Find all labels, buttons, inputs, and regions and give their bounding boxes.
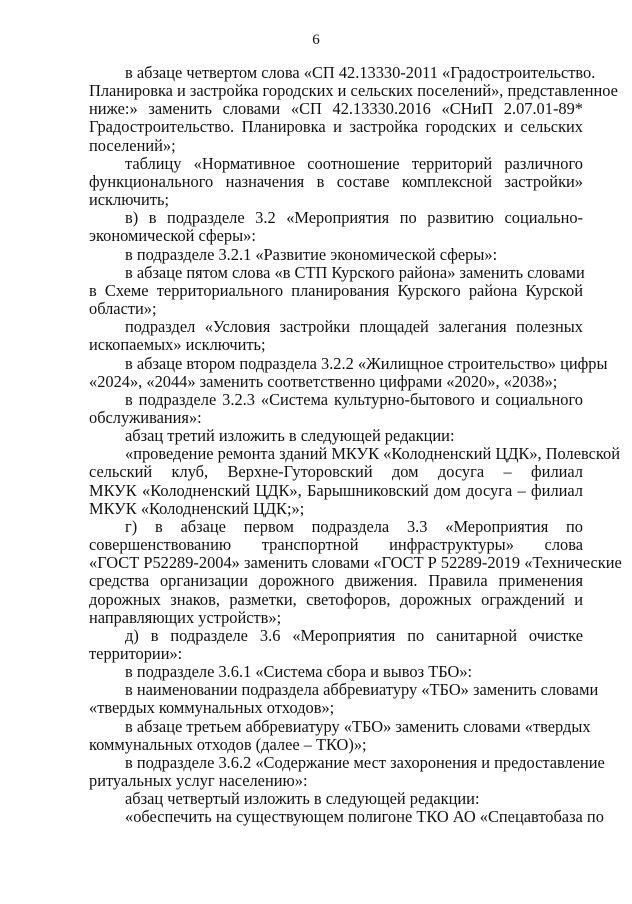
text-line: в подразделе 3.6.2 «Содержание мест захоронения и предоставление xyxy=(125,752,605,772)
text-line: «проведение ремонта зданий МКУК «Колодненский ЦДК», Полевской xyxy=(125,444,621,464)
text-line: г) в абзаце первом подраздела 3.3 «Мероприятия по xyxy=(125,516,583,536)
text-line: экономической сферы»: xyxy=(89,226,256,246)
text-line: ниже:» заменить словами «СП 42.13330.2016 «СНиП 2.07.01-89* xyxy=(89,99,583,119)
text-line: в Схеме территориального планирования Курского района Курской xyxy=(89,280,583,300)
text-line: поселений»; xyxy=(89,135,176,155)
text-line: исключить; xyxy=(89,190,170,210)
text-line: подраздел «Условия застройки площадей залегания полезных xyxy=(125,317,583,337)
text-line: «твердых коммунальных отходов»; xyxy=(89,698,335,718)
text-line: средства организации дорожного движения. Правила применения xyxy=(89,571,583,591)
text-line: совершенствованию транспортной инфраструктуры» слова xyxy=(89,535,583,555)
text-line: в абзаце втором подраздела 3.2.2 «Жилищное строительство» цифры xyxy=(125,353,608,373)
text-line: таблицу «Нормативное соотношение территорий различного xyxy=(125,153,583,173)
text-line: функционального назначения в составе комплексной застройки» xyxy=(89,171,583,191)
text-line: в подразделе 3.2.3 «Система культурно-бытового и социального xyxy=(125,389,583,409)
text-line: в подразделе 3.2.1 «Развитие экономической сферы»: xyxy=(125,244,498,264)
text-line: в подразделе 3.6.1 «Система сбора и вывоз ТБО»: xyxy=(125,662,473,682)
text-line: в абзаце пятом слова «в СТП Курского района» заменить словами xyxy=(125,262,585,282)
text-line: абзац четвертый изложить в следующей редакции: xyxy=(125,789,480,809)
text-line: МКУК «Колодненский ЦДК;»; xyxy=(89,498,305,518)
text-line: коммунальных отходов (далее – ТКО)»; xyxy=(89,734,367,754)
text-line: территории»: xyxy=(89,644,183,663)
text-line: дорожных знаков, разметки, светофоров, дорожных ограждений и xyxy=(89,589,583,609)
text-line: в абзаце третьем аббревиатуру «ТБО» заменить словами «твердых xyxy=(125,716,591,736)
text-line: Планировка и застройка городских и сельских поселений», представленное xyxy=(89,81,618,101)
text-line: д) в подразделе 3.6 «Мероприятия по санитарной очистке xyxy=(125,625,583,645)
text-line: МКУК «Колодненский ЦДК», Барышниковский дом досуга – филиал xyxy=(89,480,583,500)
text-line: в) в подразделе 3.2 «Мероприятия по развитию социально- xyxy=(125,208,583,228)
text-line: «2024», «2044» заменить соответственно цифрами «2020», «2038»; xyxy=(89,371,558,391)
text-line: области»; xyxy=(89,299,157,319)
text-line: ископаемых» исключить; xyxy=(89,335,266,355)
text-line: обслуживания»: xyxy=(89,407,202,427)
text-line: «обеспечить на существующем полигоне ТКО АО «Спецавтобаза по xyxy=(125,807,604,827)
text-line: абзац третий изложить в следующей редакции: xyxy=(125,426,455,446)
text-line: Градостроительство. Планировка и застройка городских и сельских xyxy=(89,117,583,137)
text-line: направляющих устройств»; xyxy=(89,607,282,627)
page-number: 6 xyxy=(312,32,320,48)
text-line: в наименовании подраздела аббревиатуру «ТБО» заменить словами xyxy=(125,680,599,700)
text-line: ритуальных услуг населению»: xyxy=(89,771,308,791)
text-line: сельский клуб, Верхне-Гуторовский дом досуга – филиал xyxy=(89,462,583,482)
text-line: «ГОСТ Р52289-2004» заменить словами «ГОСТ Р 52289-2019 «Технические xyxy=(89,553,622,573)
text-line: в абзаце четвертом слова «СП 42.13330-2011 «Градостроительство. xyxy=(125,63,596,82)
document-body xyxy=(89,63,622,827)
